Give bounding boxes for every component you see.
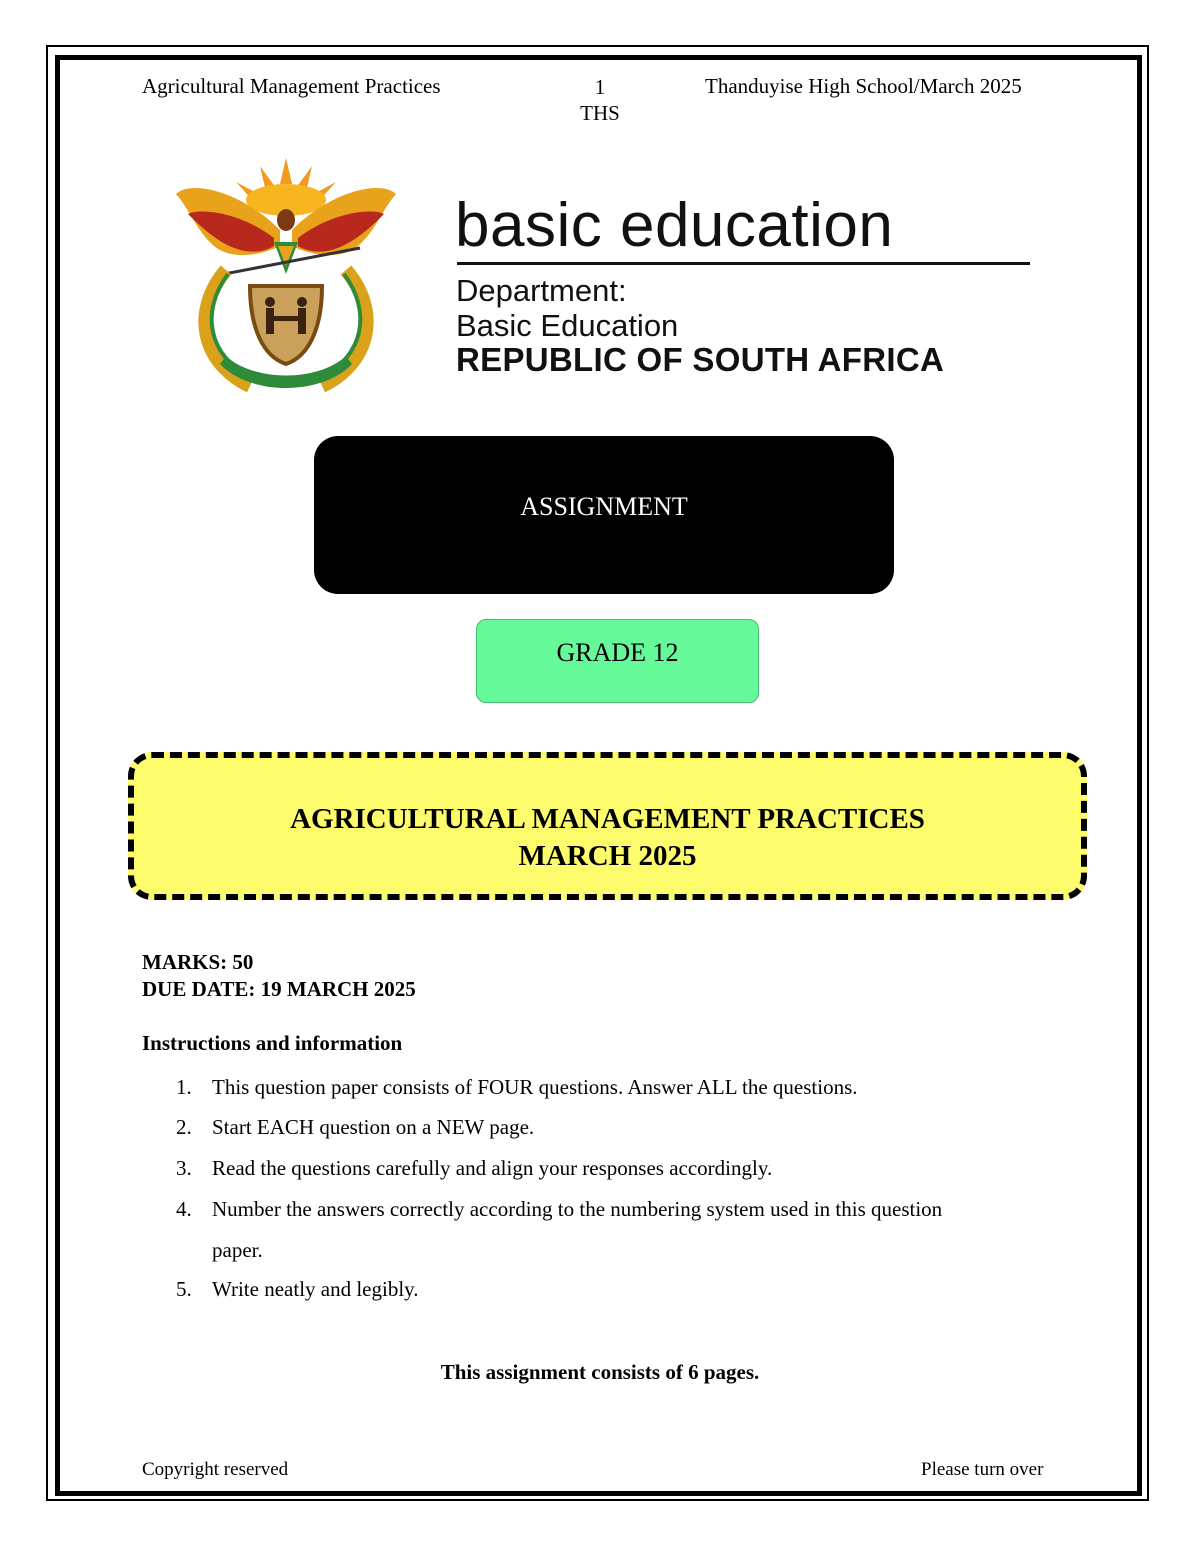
header-subject: Agricultural Management Practices [142, 74, 441, 98]
subject-title: AGRICULTURAL MANAGEMENT PRACTICES [290, 803, 925, 835]
subject-session: MARCH 2025 [518, 840, 697, 872]
page-count-note: This assignment consists of 6 pages. [440, 1360, 760, 1384]
header-school-abbr: THS [580, 101, 620, 125]
instruction-number: 3. [176, 1156, 192, 1180]
header-page-number [560, 74, 640, 126]
brand-department: Department: [456, 273, 627, 308]
header-page-num: 1 [594, 75, 606, 99]
instruction-text-continued: paper. [212, 1238, 263, 1262]
instruction-number: 1. [176, 1075, 192, 1099]
crest-shield [250, 286, 322, 364]
footer-copyright: Copyright reserved [142, 1459, 289, 1480]
footer-turn-over: Please turn over [921, 1459, 1044, 1480]
instruction-text: Write neatly and legibly. [212, 1277, 419, 1301]
assignment-label: ASSIGNMENT [520, 492, 688, 521]
instruction-text: Number the answers correctly according to the numbering system used in this question [212, 1197, 943, 1221]
instruction-text: Start EACH question on a NEW page. [212, 1115, 535, 1139]
grade-label: GRADE 12 [556, 638, 679, 667]
marks-info: MARKS: 50 [142, 950, 254, 974]
instruction-number: 4. [176, 1197, 192, 1221]
instructions-heading: Instructions and information [142, 1031, 403, 1055]
instruction-text: Read the questions carefully and align your responses accordingly. [212, 1156, 773, 1180]
brand-basic-education: Basic Education [456, 308, 679, 343]
instruction-text: This question paper consists of FOUR questions. Answer ALL the questions. [212, 1075, 858, 1099]
header-school-date: Thanduyise High School/March 2025 [705, 74, 1022, 98]
brand-divider [457, 262, 1030, 265]
due-date-info: DUE DATE: 19 MARCH 2025 [142, 977, 416, 1001]
brand-title: basic education [455, 191, 894, 260]
instruction-number: 2. [176, 1115, 192, 1139]
instruction-number: 5. [176, 1277, 192, 1301]
coat-of-arms-icon [170, 150, 402, 398]
brand-republic: REPUBLIC OF SOUTH AFRICA [456, 341, 945, 378]
